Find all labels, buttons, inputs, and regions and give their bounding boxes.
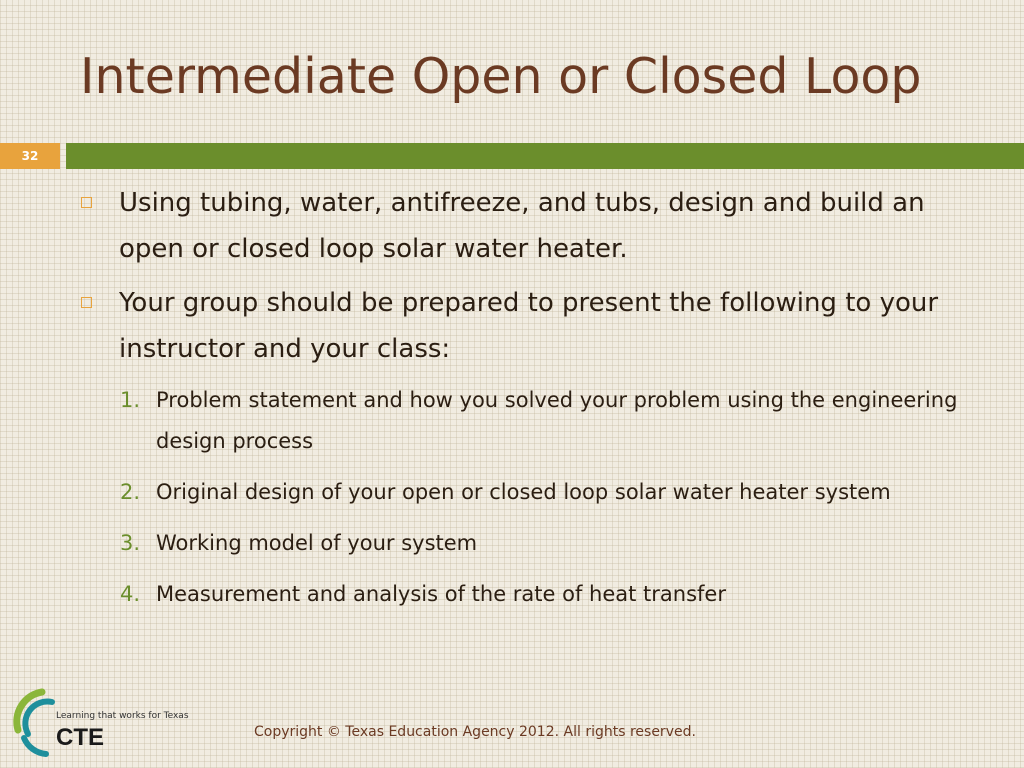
slide-title: Intermediate Open or Closed Loop xyxy=(80,48,922,105)
title-divider-bar xyxy=(66,143,1024,169)
numbered-item xyxy=(78,574,978,615)
logo-tagline: Learning that works for Texas xyxy=(56,711,189,721)
numbered-item-text: Original design of your open or closed loop solar water heater system xyxy=(156,480,891,504)
number-marker: 3. xyxy=(120,531,141,555)
square-bullet-icon xyxy=(81,297,92,308)
square-bullet-icon xyxy=(81,197,92,208)
bullet-item xyxy=(78,280,978,372)
numbered-item-text: Working model of your system xyxy=(156,531,478,555)
number-marker: 4. xyxy=(120,582,141,606)
cte-logo xyxy=(12,686,212,758)
copyright-notice: Copyright © Texas Education Agency 2012. All rights reserved. xyxy=(254,724,696,740)
number-marker: 1. xyxy=(120,388,141,412)
numbered-item-text: Problem statement and how you solved your problem using the engineering design process xyxy=(156,388,958,453)
numbered-item-text: Measurement and analysis of the rate of heat transfer xyxy=(156,582,726,606)
logo-wordmark: CTE xyxy=(56,724,104,751)
slide-number: 32 xyxy=(0,143,60,169)
slide-content xyxy=(78,180,978,625)
number-marker: 2. xyxy=(120,480,141,504)
bullet-item xyxy=(78,180,978,272)
numbered-item xyxy=(78,380,978,462)
bullet-text: Your group should be prepared to present the following to your instructor and your class: xyxy=(119,288,939,364)
numbered-item xyxy=(78,523,978,564)
bullet-text: Using tubing, water, antifreeze, and tubs, design and build an open or closed loop solar water heater. xyxy=(119,188,925,264)
numbered-item xyxy=(78,472,978,513)
numbered-list xyxy=(78,380,978,615)
